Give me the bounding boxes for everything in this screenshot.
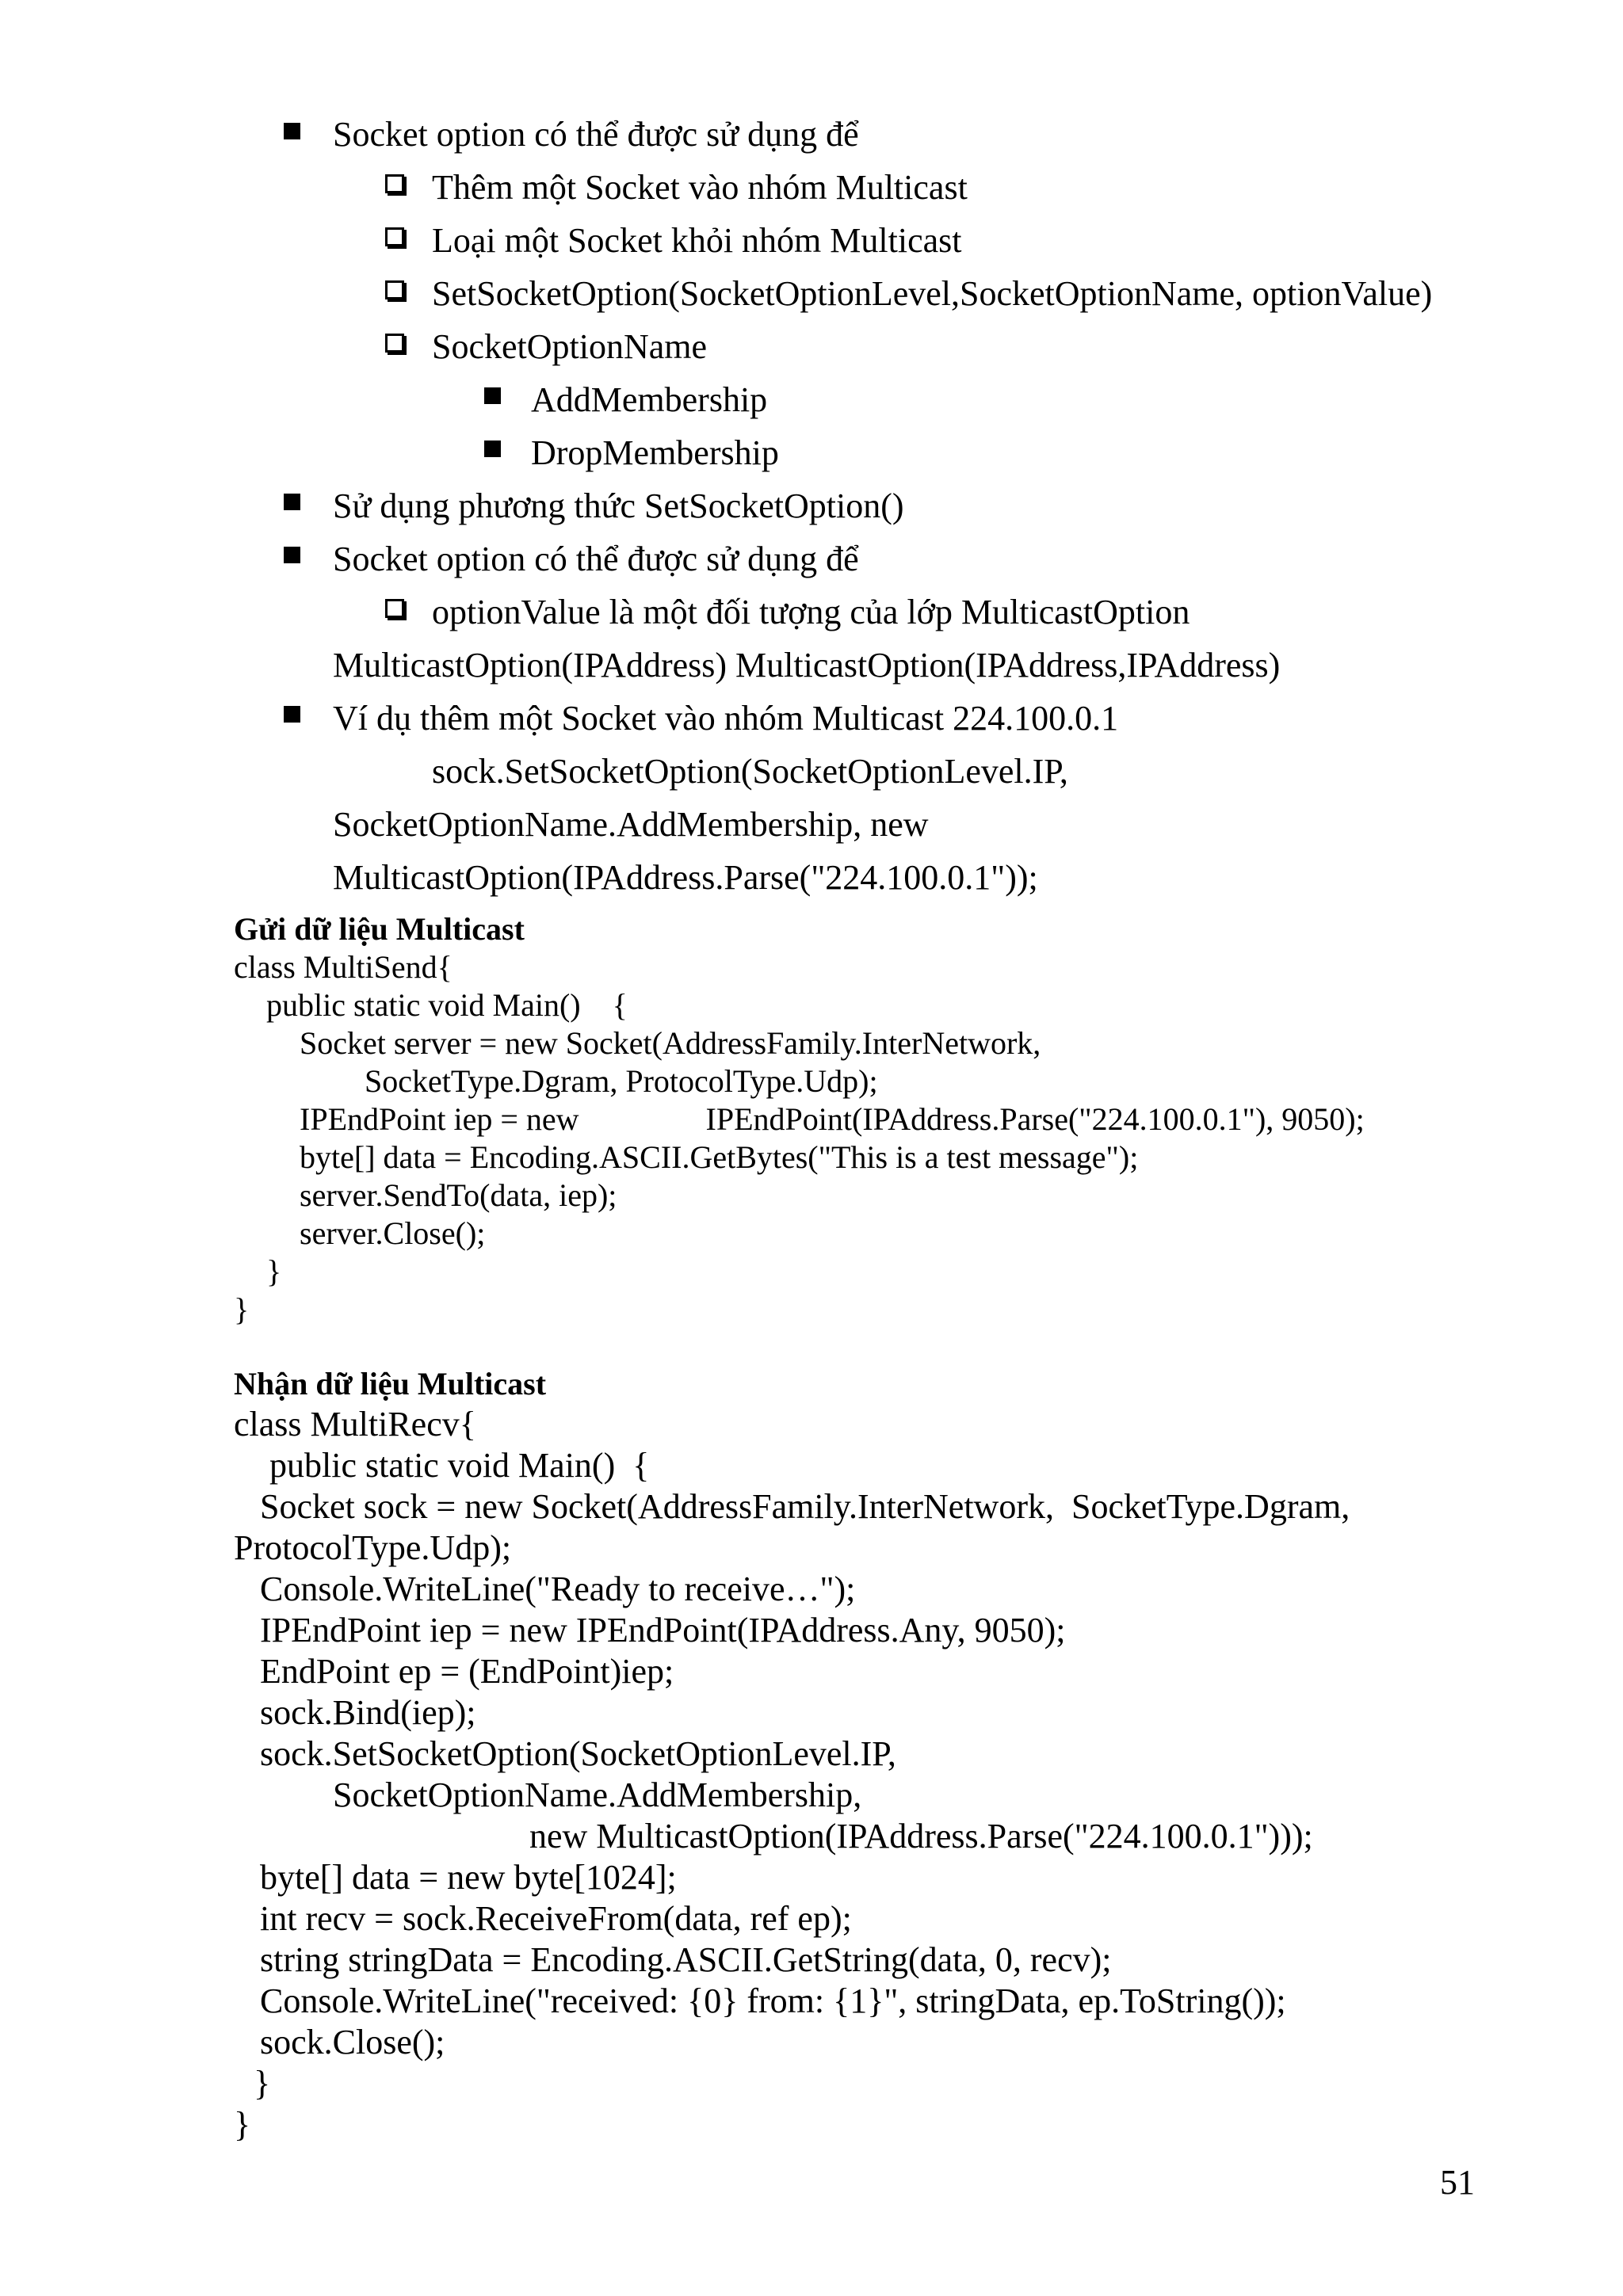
checkbox-bullet-icon — [385, 174, 404, 193]
bullet-text: optionValue là một đối tượng của lớp MulticastOption — [432, 593, 1190, 631]
checkbox-bullet-icon — [385, 280, 404, 299]
page-number: 51 — [1440, 2163, 1475, 2202]
code-line: EndPoint ep = (EndPoint)iep; — [260, 1652, 674, 1691]
code-line: Socket server = new Socket(AddressFamily.InterNetwork, — [300, 1025, 1041, 1061]
code-line: } — [234, 2105, 251, 2144]
bullet-text: SocketOptionName — [432, 327, 708, 366]
bullet-square-icon — [484, 387, 501, 404]
bullet-text: Socket option có thể được sử dụng để — [333, 115, 859, 154]
bullet-text: Loại một Socket khỏi nhóm Multicast — [432, 221, 962, 260]
code-line: IPEndPoint iep = new IPEndPoint(IPAddress.Any, 9050); — [260, 1611, 1066, 1650]
bullet-text: SetSocketOption(SocketOptionLevel,SocketOptionName, optionValue) — [432, 274, 1433, 313]
code-line: string stringData = Encoding.ASCII.GetString(data, 0, recv); — [260, 1940, 1112, 1979]
code-line: sock.Close(); — [260, 2023, 445, 2061]
checkbox-bullet-icon — [385, 227, 404, 246]
bullet-text: Thêm một Socket vào nhóm Multicast — [432, 168, 968, 207]
section-heading: Nhận dữ liệu Multicast — [234, 1366, 547, 1402]
code-line: } — [266, 1253, 282, 1289]
code-line: ProtocolType.Udp); — [234, 1528, 512, 1567]
bullet-square-icon — [284, 547, 300, 563]
code-line: public static void Main() { — [266, 987, 628, 1023]
code-line: IPEndPoint iep = new IPEndPoint(IPAddress.Parse("224.100.0.1"), 9050); — [300, 1101, 1365, 1137]
checkbox-bullet-icon — [385, 599, 404, 618]
code-line: sock.Bind(iep); — [260, 1693, 476, 1732]
code-line: SocketOptionName.AddMembership, new — [333, 805, 929, 844]
bullet-square-icon — [284, 706, 300, 723]
bullet-square-icon — [484, 441, 501, 457]
section-heading: Gửi dữ liệu Multicast — [234, 911, 525, 947]
code-line: sock.SetSocketOption(SocketOptionLevel.IP, — [432, 752, 1068, 791]
code-line: class MultiRecv{ — [234, 1405, 476, 1444]
bullet-text: Socket option có thể được sử dụng để — [333, 540, 859, 578]
code-line: new MulticastOption(IPAddress.Parse("224.100.0.1"))); — [529, 1817, 1313, 1855]
code-line: int recv = sock.ReceiveFrom(data, ref ep); — [260, 1899, 852, 1938]
code-line: Console.WriteLine("Ready to receive…"); — [260, 1569, 856, 1608]
bullet-text: Ví dụ thêm một Socket vào nhóm Multicast 224.100.0.1 — [333, 699, 1119, 738]
code-line: SocketOptionName.AddMembership, — [333, 1775, 862, 1814]
bullet-square-icon — [284, 123, 300, 139]
bullet-text: DropMembership — [531, 433, 779, 472]
code-line: Socket sock = new Socket(AddressFamily.InterNetwork, SocketType.Dgram, — [260, 1487, 1350, 1526]
code-line: } — [234, 1291, 250, 1327]
bullet-text: MulticastOption(IPAddress) MulticastOption(IPAddress,IPAddress) — [333, 646, 1281, 685]
bullet-text: AddMembership — [531, 380, 768, 419]
code-line: class MultiSend{ — [234, 949, 453, 985]
code-line: } — [254, 2064, 271, 2103]
code-line: server.Close(); — [300, 1215, 486, 1251]
bullet-square-icon — [284, 494, 300, 510]
bullet-text: Sử dụng phương thức SetSocketOption() — [333, 486, 904, 525]
code-line: Console.WriteLine("received: {0} from: {1}", stringData, ep.ToString()); — [260, 1981, 1286, 2020]
checkbox-bullet-icon — [385, 334, 404, 353]
code-line: MulticastOption(IPAddress.Parse("224.100.0.1")); — [333, 858, 1038, 897]
code-line: public static void Main() { — [269, 1446, 650, 1485]
code-line: byte[] data = Encoding.ASCII.GetBytes("This is a test message"); — [300, 1139, 1139, 1175]
code-line: byte[] data = new byte[1024]; — [260, 1858, 677, 1897]
code-line: sock.SetSocketOption(SocketOptionLevel.IP, — [260, 1734, 896, 1773]
code-line: server.SendTo(data, iep); — [300, 1177, 617, 1213]
code-line: SocketType.Dgram, ProtocolType.Udp); — [365, 1063, 878, 1099]
